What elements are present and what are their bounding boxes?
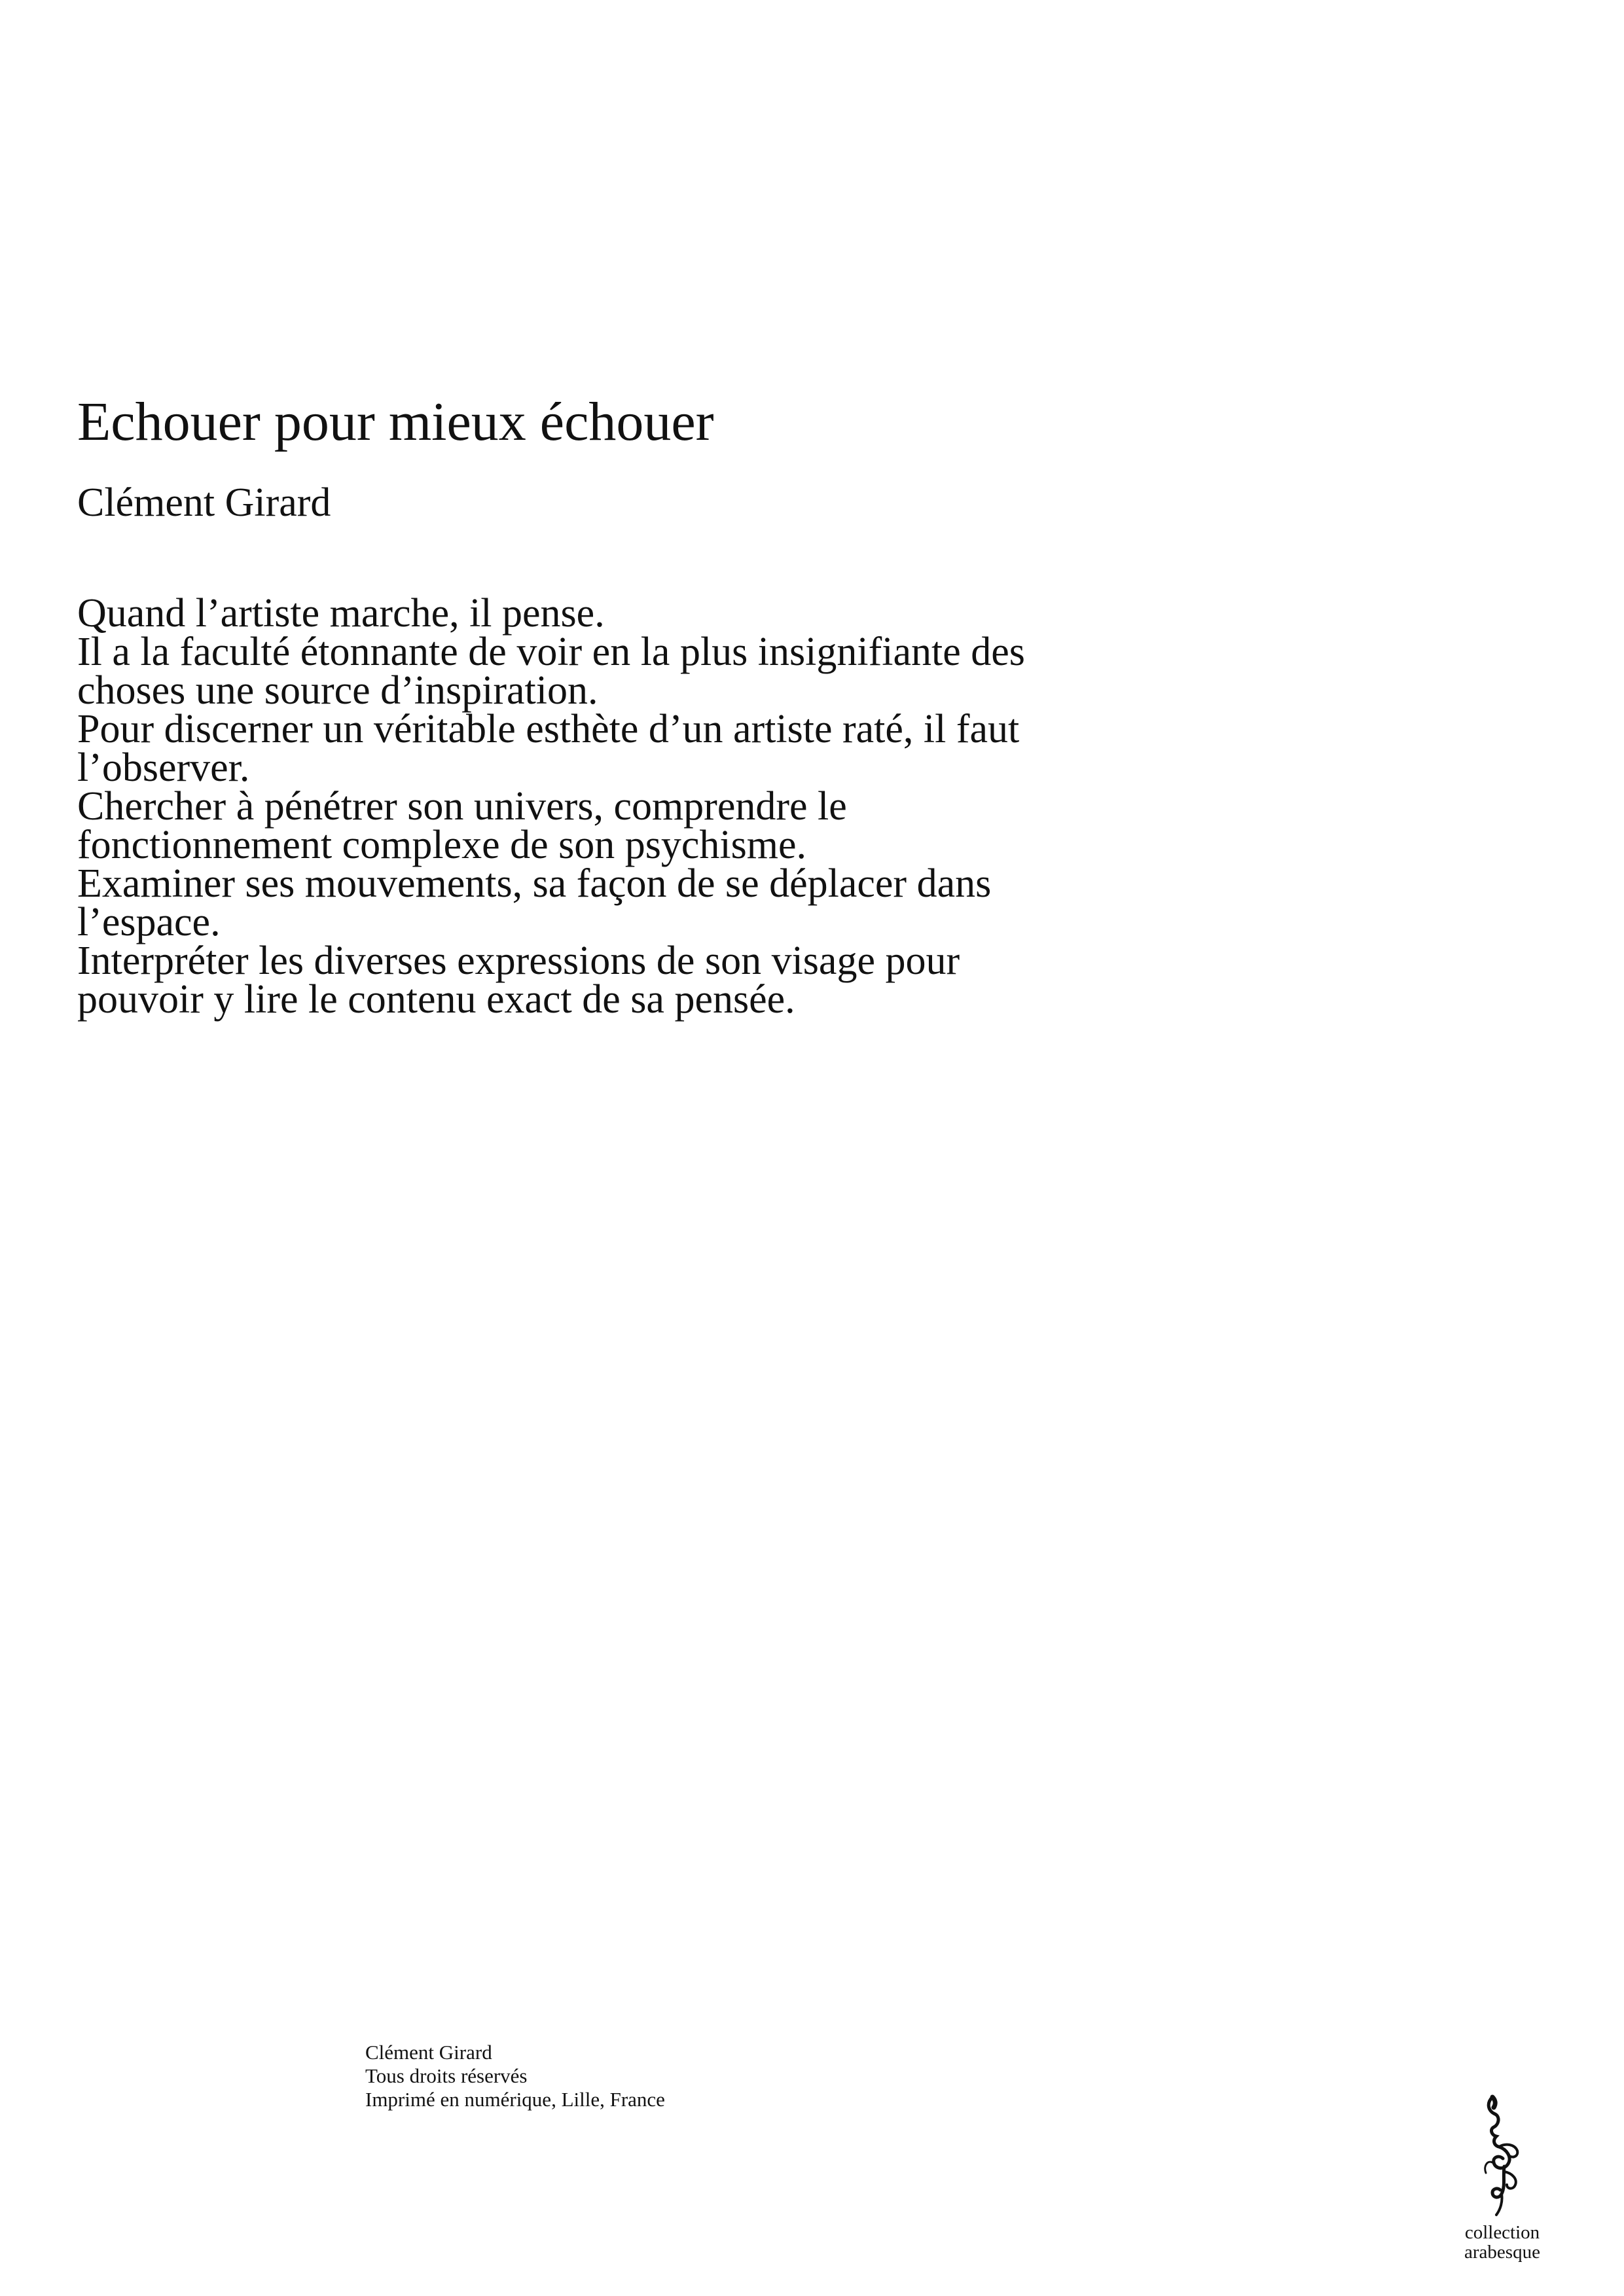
document-title: Echouer pour mieux échouer [77,391,714,452]
body-line: Examiner ses mouvements, sa façon de se déplacer dans [77,861,992,906]
body-text [77,591,1321,1022]
logo-line: collection [1464,2222,1540,2243]
document-author: Clément Girard [77,480,331,525]
colophon-printed: Imprimé en numérique, Lille, France [365,2088,665,2111]
body-line: fonctionnement complexe de son psychisme. [77,823,807,867]
body-line: Quand l’artiste marche, il pense. [77,591,605,636]
body-line: Pour discerner un véritable esthète d’un artiste raté, il faut [77,707,1020,751]
body-line: l’observer. [77,745,250,790]
logo-line: arabesque [1464,2242,1540,2263]
publisher-logo [1447,2094,1558,2278]
body-line: Interpréter les diverses expressions de son visage pour [77,939,960,983]
colophon-author: Clément Girard [365,2041,492,2064]
arabesque-flourish-icon [1466,2094,1538,2219]
body-line: Chercher à pénétrer son univers, comprendre le [77,784,847,829]
body-line: pouvoir y lire le contenu exact de sa pensée. [77,977,795,1022]
logo-text [1447,2223,1558,2262]
body-line: Il a la faculté étonnante de voir en la plus insignifiante des [77,630,1025,674]
body-line: l’espace. [77,900,221,944]
colophon-rights: Tous droits réservés [365,2064,528,2087]
body-line: choses une source d’inspiration. [77,668,598,713]
colophon [365,2041,665,2111]
